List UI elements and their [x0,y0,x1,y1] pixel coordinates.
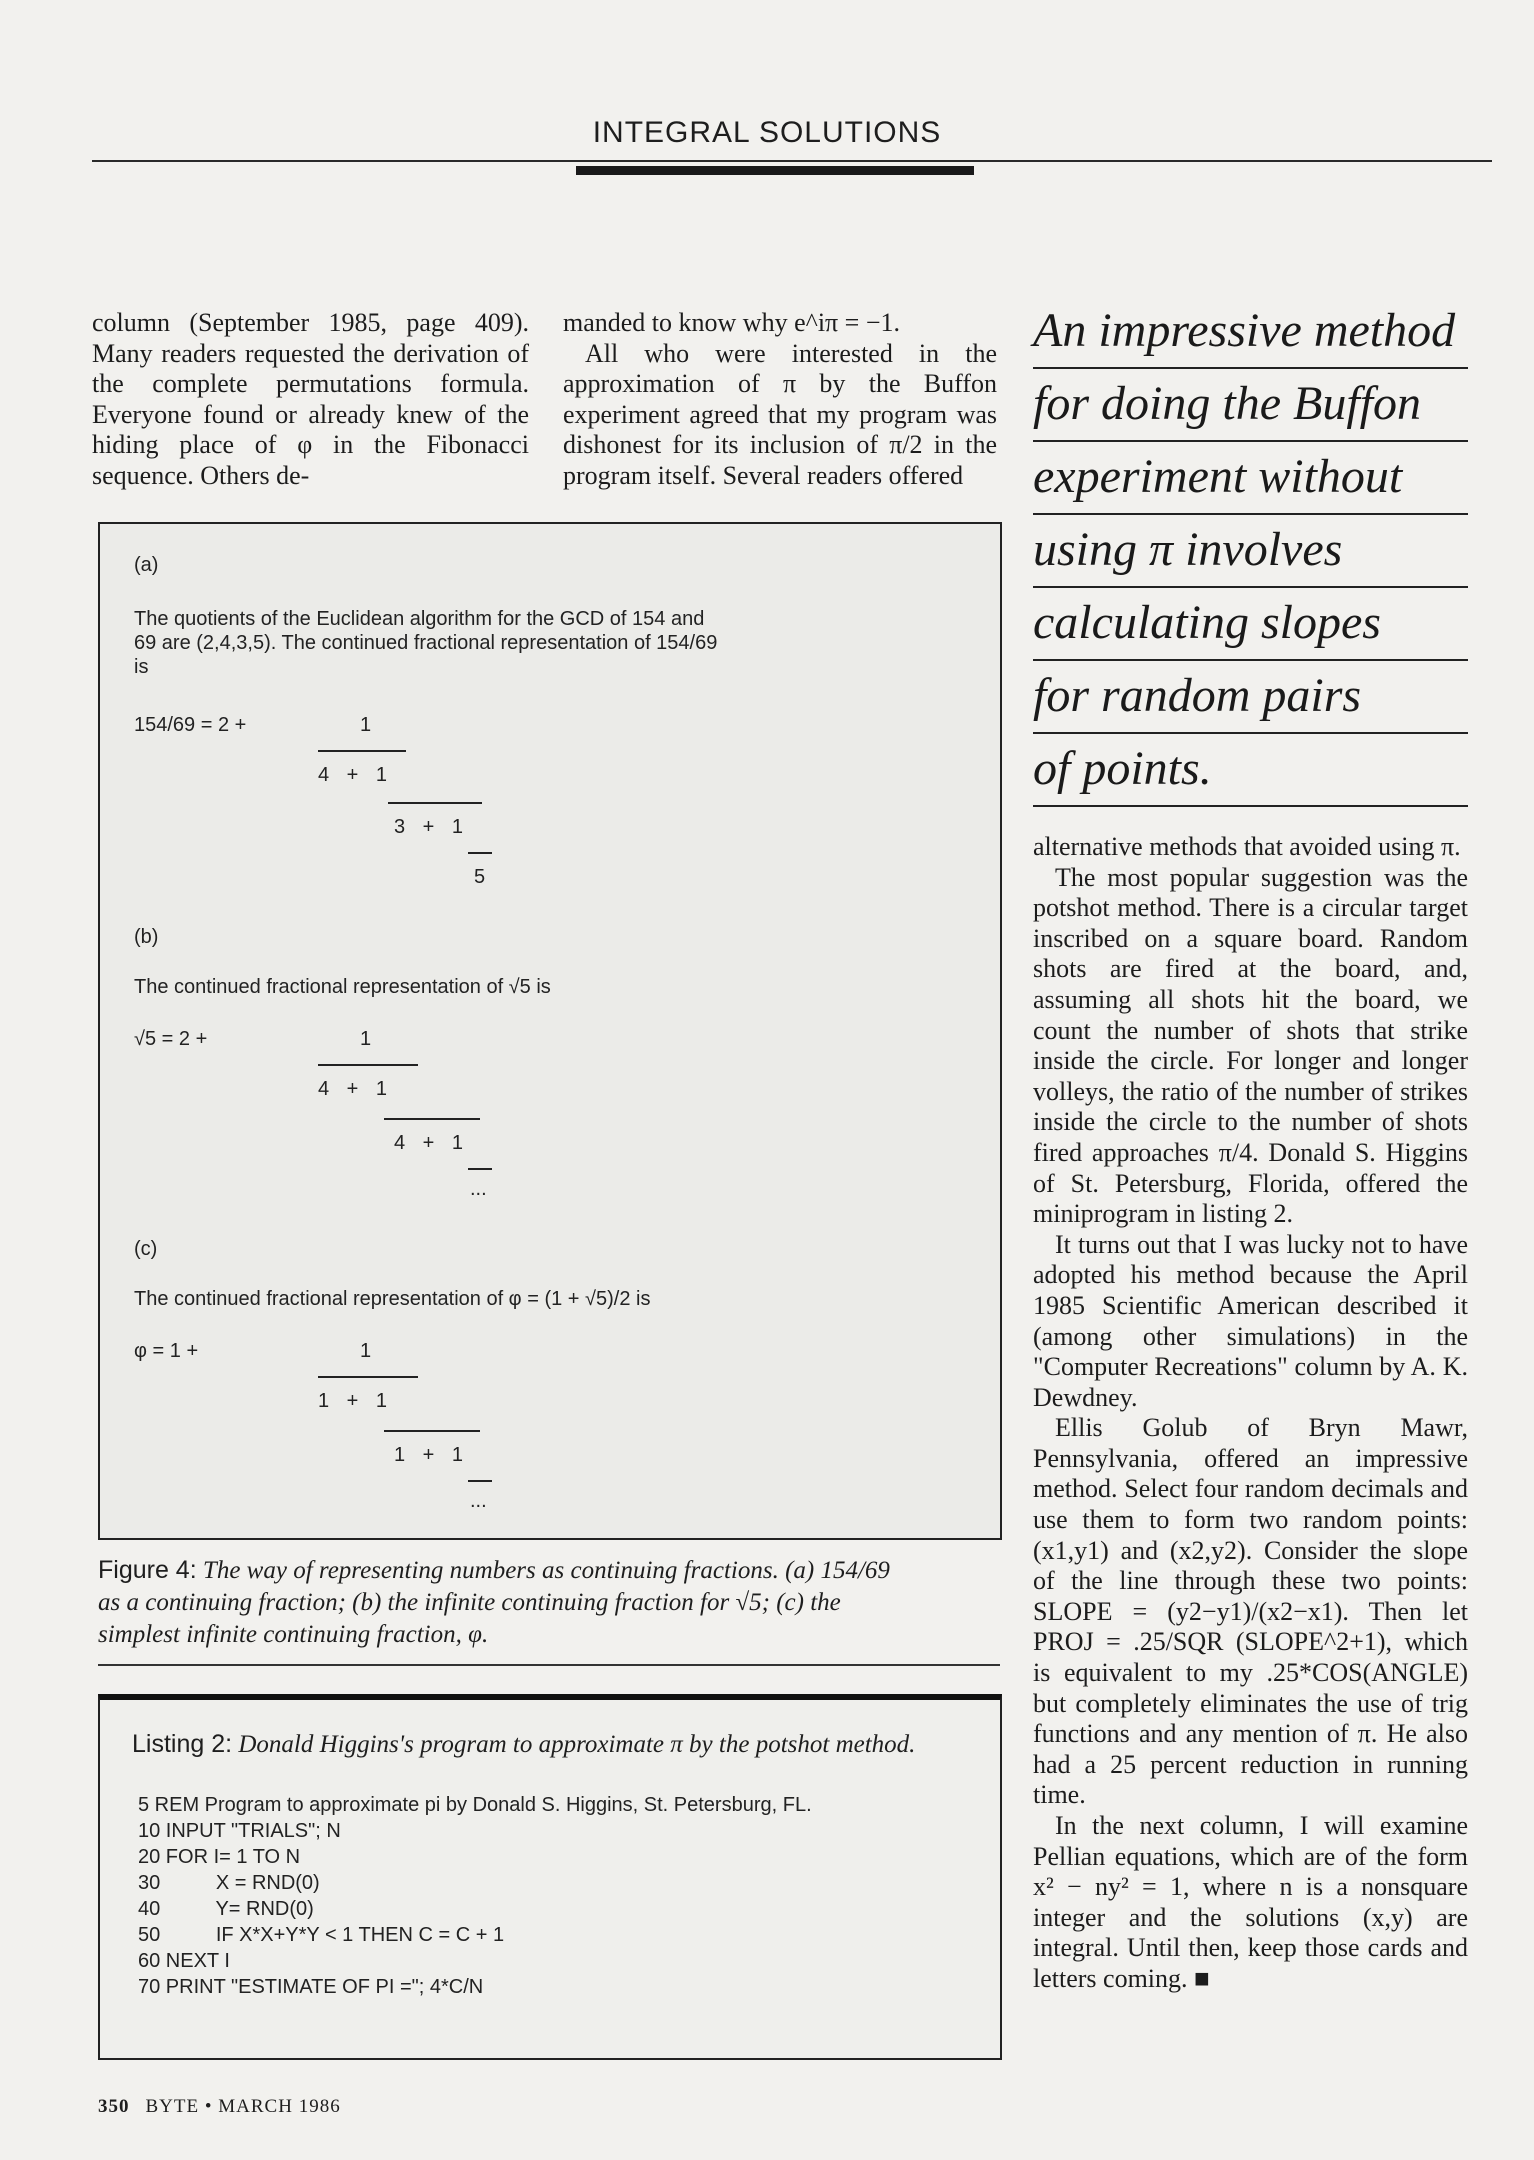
fraction-bar [318,1064,418,1066]
figure-b-lhs: √5 = 2 + [134,1028,208,1050]
column-3-p1: alternative methods that avoided using π. [1033,832,1461,861]
figure-c-denominator: 1 + 1 [318,1390,388,1412]
header-rule [92,160,1492,162]
figure-b-denominator: 4 + 1 [394,1132,464,1154]
page-footer [98,2096,341,2118]
column-3 [1033,832,1468,1995]
figure-caption-label: Figure 4: [98,1556,197,1584]
fraction-bar [384,1118,480,1120]
pull-quote-line: for random pairs [1033,661,1468,734]
column-3-p5: In the next column, I will examine Pellian equations, which are of the form x² − ny² = 1, where n is a nonsquare integer and the solutions (x,y) are integral. Until then, keep those cards and letters coming. ■ [1033,1811,1468,1993]
figure-a-label: (a) [134,554,159,576]
figure-c-denominator: ... [470,1490,487,1512]
figure-a-lhs: 154/69 = 2 + [134,714,247,736]
figure-a-denominator: 3 + 1 [394,816,464,838]
figure-c-label: (c) [134,1238,158,1260]
column-2 [563,308,997,492]
column-1 [92,308,529,492]
pull-quote-line: for doing the Buffon [1033,369,1468,442]
fraction-bar [468,1480,492,1482]
column-3-p2: The most popular suggestion was the potshot method. There is a circular target inscribed on a square board. Random shots are fired at the board, and, assuming all shots hit the board, we count the number of shots that strike inside the circle. For longer and longer volleys, the ratio of the number of strikes inside the circle to the number of shots fired approaches π/4. Donald S. Higgins of St. Petersburg, Florida, offered the miniprogram in listing 2. [1033,862,1468,1229]
figure-a-numerator: 1 [360,714,372,736]
figure-b-denominator: 4 + 1 [318,1078,388,1100]
figure-caption-text: simplest infinite continuing fraction, φ. [98,1621,489,1648]
code-line: 20 FOR I= 1 TO N [138,1846,301,1868]
pull-quote-line: of points. [1033,734,1468,807]
code-line: 50 IF X*X+Y*Y < 1 THEN C = C + 1 [138,1924,505,1946]
figure-box [98,522,1002,1540]
column-1-text: column (September 1985, page 409). Many readers requested the derivation of the complete permutations formula. Everyone found or already knew of the hiding place of φ in the Fibonacci sequence. Others de- [92,308,529,490]
pull-quote-line: using π involves [1033,515,1468,588]
pull-quote-line: calculating slopes [1033,588,1468,661]
figure-b-numerator: 1 [360,1028,372,1050]
figure-a-denominator: 4 + 1 [318,764,388,786]
column-2-p1: manded to know why e^iπ = −1. [563,308,900,337]
code-line: 10 INPUT "TRIALS"; N [138,1820,341,1842]
listing-label: Listing 2: [132,1730,233,1758]
figure-a-desc: is [134,656,149,678]
figure-a-denominator: 5 [474,866,486,888]
fraction-bar [384,1430,480,1432]
figure-c-desc: The continued fractional representation of φ = (1 + √5)/2 is [134,1288,651,1310]
figure-caption [98,1554,998,1651]
figure-c-lhs: φ = 1 + [134,1340,199,1362]
code-line: 40 Y= RND(0) [138,1898,314,1920]
code-line: 30 X = RND(0) [138,1872,320,1894]
figure-caption-text: as a continuing fraction; (b) the infinite continuing fraction for √5; (c) the [98,1589,841,1616]
listing-box [98,1694,1002,2060]
figure-a-desc: The quotients of the Euclidean algorithm for the GCD of 154 and [134,608,705,630]
fraction-bar [318,750,406,752]
page-number: 350 [98,2096,130,2117]
column-3-p3: It turns out that I was lucky not to have adopted his method because the April 1985 Scientific American described it (among other simulations) in the "Computer Recreations" column by A. K. Dewdney. [1033,1229,1468,1412]
figure-b-label: (b) [134,926,159,948]
figure-c-numerator: 1 [360,1340,372,1362]
listing-caption: Donald Higgins's program to approximate π by the potshot method. [238,1731,916,1758]
publication-line: BYTE • MARCH 1986 [145,2096,341,2117]
figure-caption-text: The way of representing numbers as continuing fractions. (a) 154/69 [202,1557,890,1584]
pull-quote-line: experiment without [1033,442,1468,515]
code-line: 60 NEXT I [138,1950,230,1972]
pull-quote-line: An impressive method [1033,296,1468,369]
fraction-bar [468,1168,492,1170]
pull-quote [1033,296,1468,807]
caption-rule [98,1664,1000,1666]
column-2-p2: All who were interested in the approximation of π by the Buffon experiment agreed that my program was dishonest for its inclusion of π/2 in the program itself. Several readers offered [563,338,997,490]
figure-b-desc: The continued fractional representation of √5 is [134,976,551,998]
figure-c-denominator: 1 + 1 [394,1444,464,1466]
fraction-bar [468,852,492,854]
header-bar [576,166,974,175]
column-3-p4: Ellis Golub of Bryn Mawr, Pennsylvania, offered an impressive method. Select four random decimals and use them to form two random points: (x1,y1) and (x2,y2). Consider the slope of the line through these two points: SLOPE = (y2−y1)/(x2−x1). Then let PROJ = .25/SQR (SLOPE^2+1), which is equivalent to my .25*COS(ANGLE) but completely eliminates the use of trig functions and any mention of π. He also had a 25 percent reduction in running time. [1033,1413,1468,1810]
figure-b-denominator: ... [470,1178,487,1200]
figure-a-desc: 69 are (2,4,3,5). The continued fractional representation of 154/69 [134,632,718,654]
code-line: 5 REM Program to approximate pi by Donald S. Higgins, St. Petersburg, FL. [138,1794,812,1816]
section-title: INTEGRAL SOLUTIONS [592,116,942,149]
fraction-bar [318,1376,418,1378]
code-line: 70 PRINT "ESTIMATE OF PI ="; 4*C/N [138,1976,484,1998]
fraction-bar [388,802,482,804]
listing-title [132,1730,915,1759]
